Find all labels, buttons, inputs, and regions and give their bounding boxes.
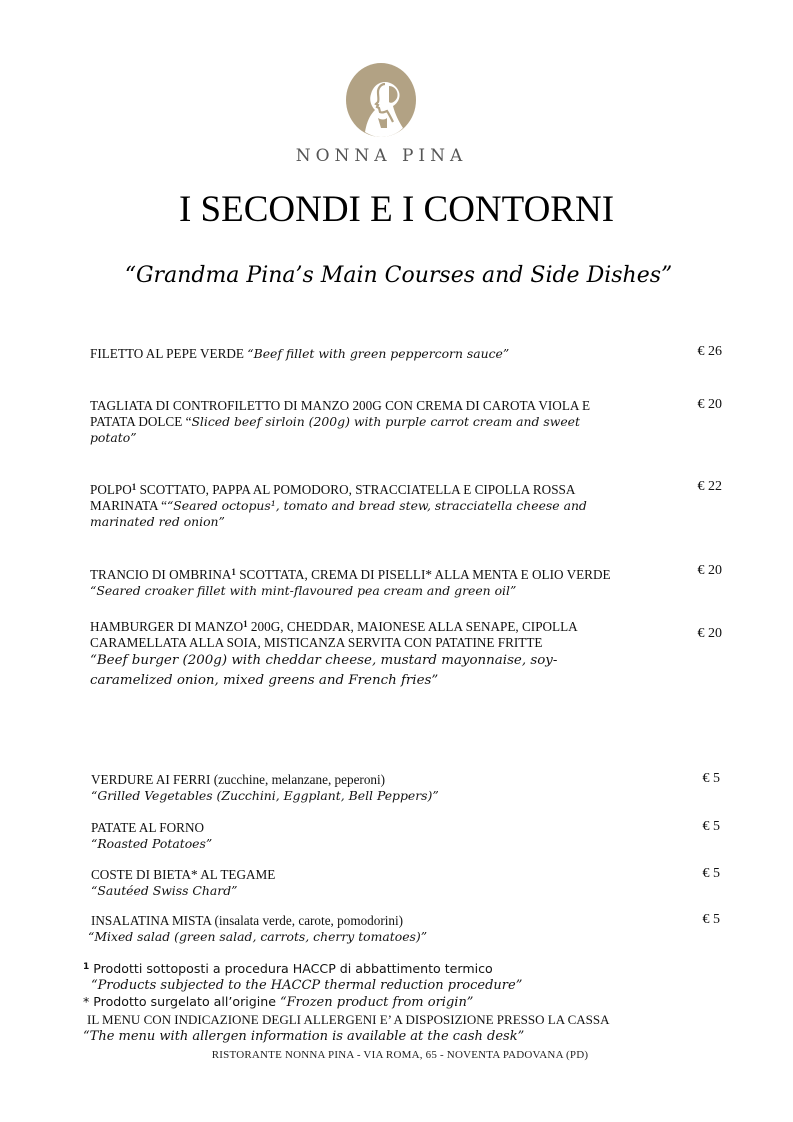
menu-notes bbox=[83, 961, 643, 1046]
dish-name-en: Sliced beef sirloin (200g) with purple carrot cream and sweet potato” bbox=[90, 414, 580, 445]
side-name-it: PATATE AL FORNO bbox=[91, 820, 205, 835]
main-dish-polpo bbox=[90, 482, 622, 530]
side-name-it: COSTE DI BIETA* AL TEGAME bbox=[91, 867, 276, 882]
dish-price: € 22 bbox=[697, 479, 722, 494]
dish-name-it: POLPO bbox=[90, 482, 132, 497]
side-price: € 5 bbox=[702, 819, 720, 834]
side-price: € 5 bbox=[702, 866, 720, 881]
main-dish-hamburger bbox=[90, 619, 622, 691]
side-name-it: VERDURE AI FERRI (zucchine, melanzane, peperoni) bbox=[91, 772, 386, 787]
dish-name-it: FILETTO AL PEPE VERDE bbox=[90, 346, 248, 361]
side-dish-insalatina bbox=[88, 913, 611, 945]
side-price: € 5 bbox=[702, 912, 720, 927]
dish-name-it-cont: SCOTTATO, PAPPA AL POMODORO, STRACCIATELLA E CIPOLLA ROSSA MARINATA “ bbox=[90, 482, 575, 513]
dish-name-en: “Seared octopus¹, tomato and bread stew, stracciatella cheese and marinated red onion” bbox=[90, 498, 587, 529]
dish-name-en: “Seared croaker fillet with mint-flavoured pea cream and green oil” bbox=[90, 583, 517, 598]
allergen-note-mark: 1 bbox=[231, 567, 236, 577]
frozen-note-en: “Frozen product from origin” bbox=[280, 995, 474, 1010]
page-subtitle: “Grandma Pina’s Main Courses and Side Dishes” bbox=[124, 263, 673, 288]
grandma-silhouette-icon bbox=[345, 62, 417, 138]
side-name-en: “Sautéed Swiss Chard” bbox=[91, 883, 238, 898]
allergen-note bbox=[83, 1012, 643, 1046]
allergen-note-mark: 1 bbox=[243, 619, 248, 629]
main-dish-ombrina bbox=[90, 567, 622, 599]
side-name-en: “Mixed salad (green salad, carrots, cherry tomatoes)” bbox=[88, 929, 428, 944]
allergen-note-en: “The menu with allergen information is available at the cash desk” bbox=[83, 1029, 525, 1044]
frozen-note bbox=[83, 994, 643, 1012]
brand-name: NONNA PINA bbox=[295, 146, 468, 166]
main-dish-tagliata bbox=[90, 398, 622, 446]
side-name-it: INSALATINA MISTA (insalata verde, carote, pomodorini) bbox=[91, 913, 404, 928]
dish-price: € 20 bbox=[697, 397, 722, 412]
side-price: € 5 bbox=[702, 771, 720, 786]
haccp-note bbox=[83, 961, 643, 978]
haccp-mark: 1 bbox=[83, 962, 90, 972]
dish-price: € 20 bbox=[697, 563, 722, 578]
allergen-note-it: IL MENU CON INDICAZIONE DEGLI ALLERGENI E’ A DISPOSIZIONE PRESSO LA CASSA bbox=[87, 1011, 609, 1027]
dish-name-it: HAMBURGER DI MANZO bbox=[90, 619, 244, 634]
dish-price: € 26 bbox=[697, 344, 722, 359]
frozen-note-it: * Prodotto surgelato all’origine bbox=[83, 994, 280, 1009]
side-name-en: “Grilled Vegetables (Zucchini, Eggplant, Bell Peppers)” bbox=[91, 788, 439, 803]
haccp-note-en: “Products subjected to the HACCP thermal reduction procedure” bbox=[91, 977, 523, 993]
allergen-note-mark: 1 bbox=[131, 482, 137, 492]
side-name-en: “Roasted Potatoes” bbox=[91, 836, 213, 851]
dish-price: € 20 bbox=[697, 626, 722, 641]
side-dish-coste bbox=[91, 867, 611, 899]
side-dish-patate bbox=[91, 820, 611, 852]
dish-name-it-cont: SCOTTATA, CREMA DI PISELLI* ALLA MENTA E OLIO VERDE bbox=[235, 567, 611, 582]
dish-name-it-cont: 200G, CHEDDAR, MAIONESE ALLA SENAPE, CIPOLLA CARAMELLATA ALLA SOIA, MISTICANZA SERVITA CON PATATINE FRITTE bbox=[90, 619, 577, 650]
dish-name-it: TRANCIO DI OMBRINA bbox=[90, 567, 232, 582]
main-dish-filetto bbox=[90, 346, 622, 362]
dish-name-it: TAGLIATA DI CONTROFILETTO DI MANZO 200G CON CREMA DI CAROTA VIOLA E PATATA DOLCE “ bbox=[90, 398, 591, 429]
dish-name-en: “Beef burger (200g) with cheddar cheese, mustard mayonnaise, soy-caramelized onion, mixed greens and French fries” bbox=[90, 653, 558, 688]
footer-address: RISTORANTE NONNA PINA - VIA ROMA, 65 - NOVENTA PADOVANA (PD) bbox=[211, 1049, 589, 1061]
dish-name-en: “Beef fillet with green peppercorn sauce” bbox=[247, 346, 510, 361]
haccp-note-it: Prodotti sottoposti a procedura HACCP di abbattimento termico bbox=[89, 961, 493, 976]
side-dish-verdure bbox=[91, 772, 611, 804]
page-title: I SECONDI E I CONTORNI bbox=[178, 189, 615, 230]
